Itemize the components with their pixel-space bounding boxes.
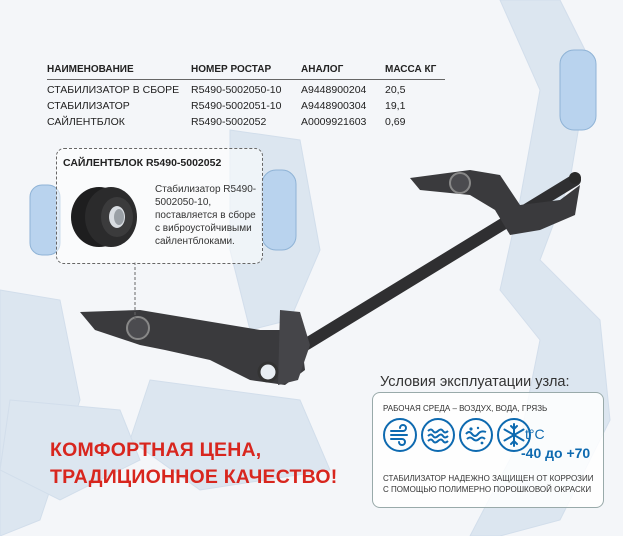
cell-mass: 20,5 bbox=[385, 84, 406, 96]
cell-rostar-number: R5490-5002052 bbox=[191, 116, 267, 128]
callout-description: Стабилизатор R5490-5002050-10, поставляется в сборе с виброустойчивыми сайлентблоками. bbox=[155, 184, 257, 247]
spec-table bbox=[47, 64, 445, 128]
cell-mass: 19,1 bbox=[385, 100, 406, 112]
header-name: НАИМЕНОВАНИЕ bbox=[47, 64, 191, 80]
air-icon bbox=[383, 418, 417, 452]
promo-line-2: ТРАДИЦИОННОЕ КАЧЕСТВО! bbox=[50, 466, 338, 488]
conditions-box bbox=[372, 392, 604, 508]
cell-rostar-number: R5490-5002051-10 bbox=[191, 100, 282, 112]
cell-analog: A0009921603 bbox=[301, 116, 367, 128]
temperature-range: -40 до +70 bbox=[521, 445, 591, 461]
conditions-icons bbox=[383, 418, 531, 458]
bushing-callout bbox=[56, 148, 263, 264]
cell-analog: A9448900204 bbox=[301, 84, 367, 96]
promo-slogan bbox=[50, 437, 337, 491]
temperature-unit: t°C bbox=[525, 426, 545, 442]
callout-title: САЙЛЕНТБЛОК R5490-5002052 bbox=[63, 157, 222, 169]
header-analog: АНАЛОГ bbox=[301, 64, 385, 80]
table-header-row bbox=[47, 64, 445, 80]
conditions-title: Условия эксплуатации узла: bbox=[380, 374, 570, 390]
table-row bbox=[47, 80, 445, 97]
table-row bbox=[47, 96, 445, 112]
protection-text: СТАБИЛИЗАТОР НАДЕЖНО ЗАЩИЩЕН ОТ КОРРОЗИИ С ПОМОЩЬЮ ПОЛИМЕРНО ПОРОШКОВОЙ ОКРАСКИ bbox=[383, 474, 594, 494]
header-mass: МАССА КГ bbox=[385, 64, 445, 80]
cell-analog: A9448900304 bbox=[301, 100, 367, 112]
cell-mass: 0,69 bbox=[385, 116, 406, 128]
left-bushing bbox=[127, 317, 149, 339]
header-rostar-number: НОМЕР РОСТАР bbox=[191, 64, 301, 80]
right-bushing bbox=[450, 173, 470, 193]
dirt-icon bbox=[459, 418, 493, 452]
cell-name: СТАБИЛИЗАТОР В СБОРЕ bbox=[47, 84, 180, 96]
left-end-bushing bbox=[259, 363, 277, 381]
environment-text: РАБОЧАЯ СРЕДА – ВОЗДУХ, ВОДА, ГРЯЗЬ bbox=[383, 404, 548, 413]
promo-line-1: КОМФОРТНАЯ ЦЕНА, bbox=[50, 439, 262, 461]
cell-name: СТАБИЛИЗАТОР bbox=[47, 100, 130, 112]
cell-rostar-number: R5490-5002050-10 bbox=[191, 84, 282, 96]
bushing-image bbox=[65, 179, 143, 251]
cell-name: САЙЛЕНТБЛОК bbox=[47, 116, 125, 128]
table-row bbox=[47, 112, 445, 128]
water-icon bbox=[421, 418, 455, 452]
